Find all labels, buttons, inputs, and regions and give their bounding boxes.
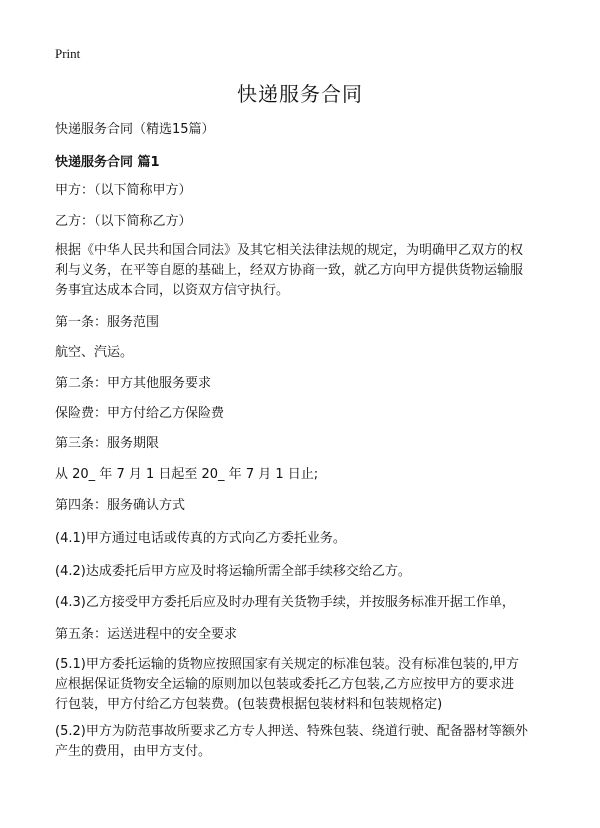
print-link[interactable]: Print [55,46,81,61]
article-1-body: 航空、汽运。 [55,345,134,360]
section-heading: 快递服务合同 篇1 [55,155,160,170]
intro-line: 根据《中华人民共和国合同法》及其它相关法律法规的规定，为明确甲乙双方的权 [55,243,524,258]
intro-paragraph [55,241,555,301]
intro-line: 利与义务，在平等自愿的基础上，经双方协商一致，就乙方向甲方提供货物运输服 [55,263,524,278]
article-4-item: (4.2)达成委托后甲方应及时将运输所需全部手续移交给乙方。 [55,564,411,579]
article-5-item-line: (5.2)甲方为防范事故所要求乙方专人押送、特殊包装、绕道行驶、配备器材等额外 [55,724,528,739]
article-5-item-2 [55,722,555,762]
party-a-line: 甲方：（以下简称甲方） [55,183,192,198]
article-5-item-line: 产生的费用，由甲方支付。 [55,744,212,759]
document-title: 快递服务合同 [237,82,363,106]
article-5-item-line: 应根据保证货物安全运输的原则加以包装或委托乙方包装,乙方应按甲方的要求进 [55,677,515,692]
party-b-line: 乙方：（以下简称乙方） [55,214,192,229]
article-2-title: 第二条：甲方其他服务要求 [55,376,212,391]
document-subtitle: 快递服务合同（精选15篇） [55,122,215,137]
article-3-title: 第三条：服务期限 [55,436,160,451]
article-3-body: 从 20_ 年 7 月 1 日起至 20_ 年 7 月 1 日止; [55,467,319,482]
article-5-item-line: (5.1)甲方委托运输的货物应按照国家有关规定的标准包装。没有标准包装的,甲方 [55,657,519,672]
article-5-item-1 [55,655,555,715]
article-4-item: (4.1)甲方通过电话或传真的方式向乙方委托业务。 [55,531,346,546]
intro-line: 务事宜达成本合同，以资双方信守执行。 [55,283,290,298]
article-5-item-line: 行包装，甲方付给乙方包装费。(包装费根据包装材料和包装规格定) [55,697,443,712]
article-4-title: 第四条：服务确认方式 [55,498,186,513]
article-2-body: 保险费：甲方付给乙方保险费 [55,406,225,421]
article-1-title: 第一条：服务范围 [55,315,160,330]
article-5-title: 第五条：运送进程中的安全要求 [55,627,238,642]
article-4-item: (4.3)乙方接受甲方委托后应及时办理有关货物手续，并按服务标准开据工作单， [55,595,515,610]
